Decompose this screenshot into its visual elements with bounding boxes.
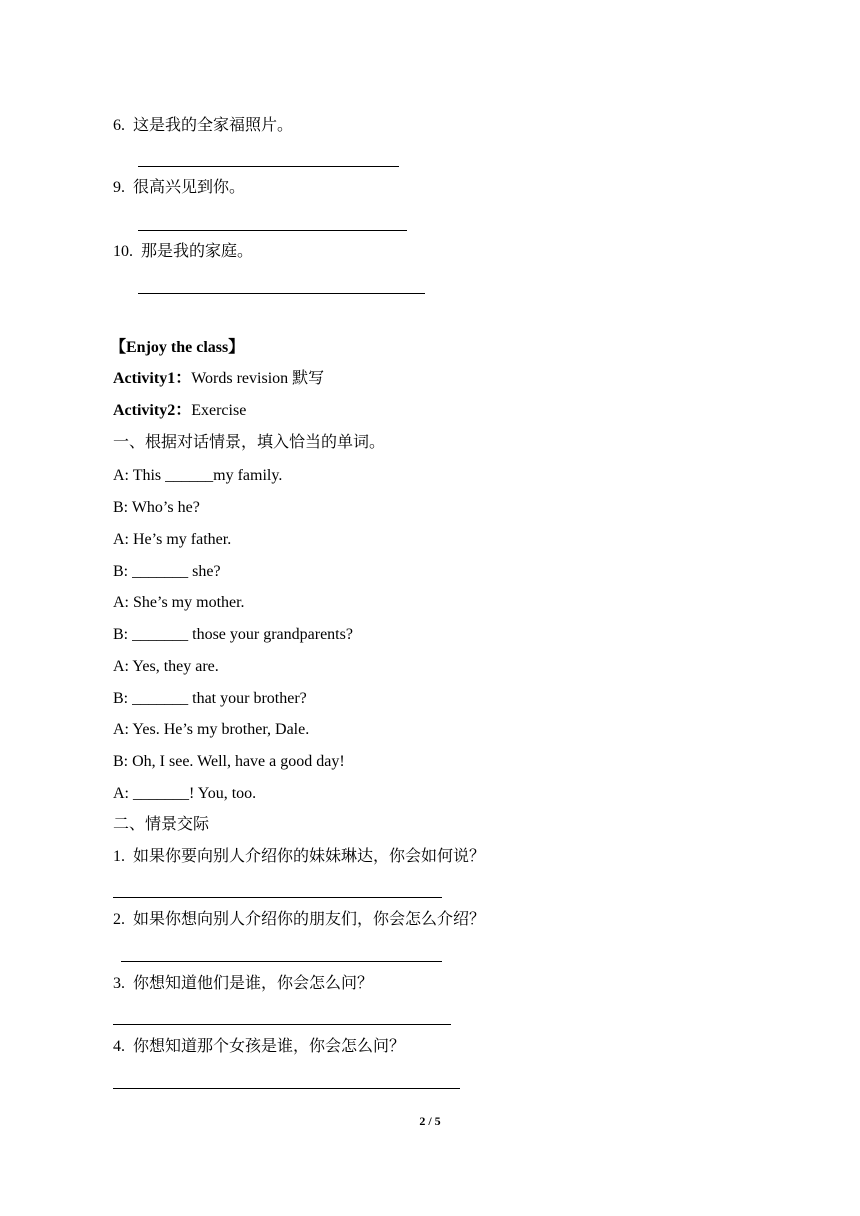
translation-item-9: 9. 很高兴见到你。 [113,179,246,196]
scenario-item-4: 4. 你想知道那个女孩是谁，你会怎么问？ [113,1038,406,1055]
section-title: 【Enjoy the class】 [110,339,245,356]
answer-line[interactable] [138,230,407,231]
dialogue-line: B: _______ she? [113,563,221,580]
page-number: 2 / 5 [419,1114,441,1128]
dialogue-line: B: Who’s he? [113,499,200,516]
dialogue-line: A: She’s my mother. [113,594,245,611]
answer-line[interactable] [113,1024,451,1025]
part2-heading: 二、情景交际 [113,816,210,833]
dialogue-line: A: _______! You, too. [113,785,257,802]
dialogue-line: A: This ______my family. [113,467,283,484]
answer-line[interactable] [113,897,442,898]
part1-heading: 一、根据对话情景，填入恰当的单词。 [113,434,386,451]
dialogue-line: A: Yes, they are. [113,658,219,675]
activity2: Activity2：Exercise [113,402,247,419]
answer-line[interactable] [113,1088,460,1089]
dialogue-line: B: _______ those your grandparents? [113,626,353,643]
scenario-item-1: 1. 如果你要向别人介绍你的妹妹琳达，你会如何说？ [113,848,486,865]
answer-line[interactable] [138,293,425,294]
dialogue-line: A: He’s my father. [113,531,232,548]
activity1: Activity1：Words revision 默写 [113,370,325,387]
dialogue-line: B: _______ that your brother? [113,690,307,707]
dialogue-line: A: Yes. He’s my brother, Dale. [113,721,310,738]
answer-line[interactable] [121,961,442,962]
scenario-item-2: 2. 如果你想向别人介绍你的朋友们，你会怎么介绍？ [113,911,486,928]
answer-line[interactable] [138,166,399,167]
dialogue-line: B: Oh, I see. Well, have a good day! [113,753,345,770]
translation-item-6: 6. 这是我的全家福照片。 [113,117,294,134]
scenario-item-3: 3. 你想知道他们是谁，你会怎么问？ [113,975,374,992]
translation-item-10: 10. 那是我的家庭。 [113,243,254,260]
